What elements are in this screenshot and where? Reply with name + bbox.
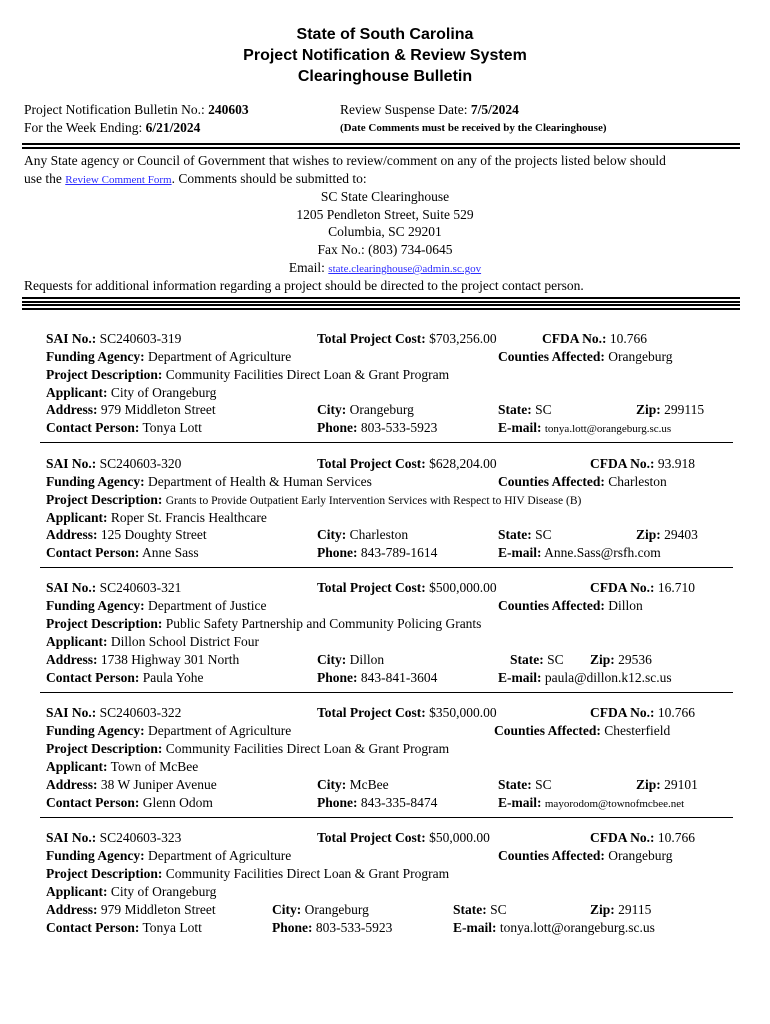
funding-agency: Funding Agency: Department of Agriculture [46, 723, 292, 738]
project-description: Project Description: Community Facilities Direct Loan & Grant Program [46, 741, 450, 756]
state: State: SC [510, 652, 564, 667]
total-cost: Total Project Cost: $500,000.00 [317, 580, 497, 595]
zip: Zip: 29536 [590, 652, 652, 667]
city: City: Orangeburg [272, 902, 369, 917]
total-cost: Total Project Cost: $703,256.00 [317, 331, 497, 346]
review-suspense-date: Review Suspense Date: 7/5/2024 [340, 102, 519, 117]
state: State: SC [498, 402, 552, 417]
phone: Phone: 843-841-3604 [317, 670, 438, 685]
project-description: Project Description: Community Facilities Direct Loan & Grant Program [46, 367, 450, 382]
funding-agency: Funding Agency: Department of Health & Human Services [46, 474, 372, 489]
zip: Zip: 29115 [590, 902, 652, 917]
state: State: SC [498, 777, 552, 792]
project-divider [40, 567, 733, 568]
email: E-mail: Anne.Sass@rsfh.com [498, 545, 661, 560]
week-ending: For the Week Ending: 6/21/2024 [24, 120, 201, 135]
applicant: Applicant: City of Orangeburg [46, 385, 217, 400]
title-line-2: Project Notification & Review System [243, 47, 527, 64]
email-address[interactable]: mayorodom@townofmcbee.net [544, 798, 685, 810]
total-cost: Total Project Cost: $350,000.00 [317, 705, 497, 720]
address: Address: 38 W Juniper Avenue [46, 777, 217, 792]
state: State: SC [453, 902, 507, 917]
contact-person: Contact Person: Anne Sass [46, 545, 199, 560]
sai-number: SAI No.: SC240603-321 [46, 580, 182, 595]
sai-number: SAI No.: SC240603-320 [46, 456, 182, 471]
city: City: McBee [317, 777, 389, 792]
cfda-number: CFDA No.: 16.710 [590, 580, 695, 595]
project-divider [40, 692, 733, 693]
title-line-3: Clearinghouse Bulletin [297, 68, 473, 85]
sai-number: SAI No.: SC240603-322 [46, 705, 182, 720]
counties-affected: Counties Affected: Orangeburg [498, 349, 673, 364]
city: City: Charleston [317, 527, 409, 542]
sai-number: SAI No.: SC240603-319 [46, 331, 182, 346]
project-description: Project Description: Grants to Provide Outpatient Early Intervention Services with Respect to HIV Disease (B) [46, 492, 582, 507]
email: E-mail: tonya.lott@orangeburg.sc.us [453, 920, 655, 935]
counties-affected: Counties Affected: Orangeburg [498, 848, 673, 863]
contact-person: Contact Person: Paula Yohe [46, 670, 204, 685]
phone: Phone: 803-533-5923 [317, 420, 438, 435]
email: E-mail: paula@dillon.k12.sc.us [498, 670, 672, 685]
address: Address: 979 Middleton Street [46, 402, 216, 417]
address: Address: 979 Middleton Street [46, 902, 216, 917]
intro-text-1: Any State agency or Council of Government that wishes to review/comment on any of the projects listed below should [24, 153, 666, 168]
cfda-number: CFDA No.: 10.766 [542, 331, 647, 346]
contact-person: Contact Person: Glenn Odom [46, 795, 213, 810]
divider-top-b [22, 304, 740, 310]
clearinghouse-email-link[interactable]: state.clearinghouse@admin.sc.gov [328, 263, 482, 275]
project-divider [40, 442, 733, 443]
clearinghouse-street: 1205 Pendleton Street, Suite 529 [296, 207, 474, 222]
counties-affected: Counties Affected: Chesterfield [494, 723, 671, 738]
zip: Zip: 29403 [636, 527, 698, 542]
sai-number: SAI No.: SC240603-323 [46, 830, 182, 845]
funding-agency: Funding Agency: Department of Agriculture [46, 848, 292, 863]
counties-affected: Counties Affected: Dillon [498, 598, 643, 613]
cfda-number: CFDA No.: 93.918 [590, 456, 695, 471]
contact-person: Contact Person: Tonya Lott [46, 420, 202, 435]
email-address[interactable]: Anne.Sass@rsfh.com [544, 545, 661, 560]
email-address[interactable]: tonya.lott@orangeburg.sc.us [499, 920, 655, 935]
project-divider [40, 817, 733, 818]
email-address[interactable]: tonya.lott@orangeburg.sc.us [544, 423, 672, 435]
applicant: Applicant: Roper St. Francis Healthcare [46, 510, 267, 525]
city: City: Dillon [317, 652, 385, 667]
clearinghouse-city: Columbia, SC 29201 [328, 224, 442, 239]
address: Address: 1738 Highway 301 North [46, 652, 240, 667]
suspense-note: (Date Comments must be received by the Clearinghouse) [340, 122, 607, 134]
email-address[interactable]: paula@dillon.k12.sc.us [544, 670, 672, 685]
top-divider [22, 143, 740, 149]
clearinghouse-fax: Fax No.: (803) 734-0645 [317, 242, 453, 257]
applicant: Applicant: City of Orangeburg [46, 884, 217, 899]
review-comment-form-link[interactable]: Review Comment Form [65, 174, 172, 186]
email: E-mail: mayorodom@townofmcbee.net [498, 795, 685, 810]
total-cost: Total Project Cost: $628,204.00 [317, 456, 497, 471]
funding-agency: Funding Agency: Department of Agriculture [46, 349, 292, 364]
address: Address: 125 Doughty Street [46, 527, 207, 542]
phone: Phone: 803-533-5923 [272, 920, 393, 935]
counties-affected: Counties Affected: Charleston [498, 474, 667, 489]
cfda-number: CFDA No.: 10.766 [590, 830, 695, 845]
contact-person: Contact Person: Tonya Lott [46, 920, 202, 935]
applicant: Applicant: Dillon School District Four [46, 634, 260, 649]
clearinghouse-email: Email: state.clearinghouse@admin.sc.gov [288, 260, 482, 275]
applicant: Applicant: Town of McBee [46, 759, 199, 774]
title-line-1: State of South Carolina [296, 26, 474, 43]
email: E-mail: tonya.lott@orangeburg.sc.us [498, 420, 672, 435]
project-description: Project Description: Public Safety Partnership and Community Policing Grants [46, 616, 482, 631]
cfda-number: CFDA No.: 10.766 [590, 705, 695, 720]
funding-agency: Funding Agency: Department of Justice [46, 598, 267, 613]
clearinghouse-name: SC State Clearinghouse [320, 189, 450, 204]
phone: Phone: 843-789-1614 [317, 545, 438, 560]
requests-text: Requests for additional information regarding a project should be directed to the project contact person. [24, 278, 584, 293]
total-cost: Total Project Cost: $50,000.00 [317, 830, 490, 845]
zip: Zip: 299115 [636, 402, 705, 417]
city: City: Orangeburg [317, 402, 414, 417]
bulletin-number: Project Notification Bulletin No.: 240603 [24, 102, 249, 117]
state: State: SC [498, 527, 552, 542]
divider-top-a [22, 297, 740, 303]
zip: Zip: 29101 [636, 777, 698, 792]
project-description: Project Description: Community Facilities Direct Loan & Grant Program [46, 866, 450, 881]
intro-text-2: use the Review Comment Form. Comments should be submitted to: [24, 171, 367, 186]
phone: Phone: 843-335-8474 [317, 795, 438, 810]
